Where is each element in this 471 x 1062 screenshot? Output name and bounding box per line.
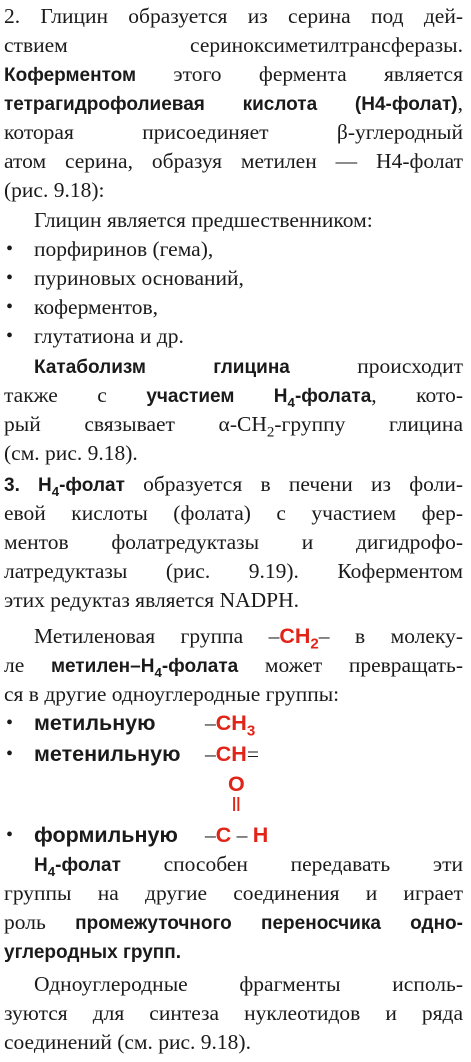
- methylene-line-1-tail: в молеку-: [329, 624, 463, 648]
- catabolism-line-2-tail: , кото-: [371, 383, 463, 407]
- methylene-line-1-text: Метиленовая группа –: [34, 624, 280, 648]
- formyl-label: формильную: [34, 823, 178, 847]
- catabolism-term: Катаболизм глицина: [34, 357, 290, 378]
- coenzyme-term: Коферментом: [4, 65, 137, 86]
- usage-line-2: [4, 999, 463, 1028]
- dash: –: [205, 711, 216, 735]
- transfer-line-2: [4, 879, 463, 908]
- p3-line-1-text: образуется в печени из фоли-: [124, 472, 463, 496]
- methylene-h4-folate-term: [50, 656, 239, 680]
- term-part: -фолат: [59, 475, 125, 496]
- ch2-formula: [279, 624, 319, 651]
- methyl-label: метильную: [34, 711, 156, 735]
- p2-line-4-text: ,: [457, 91, 463, 115]
- thf-term: тетрагидрофолиевая кислота (Н4-фолат): [4, 94, 458, 115]
- catabolism-line-3-text: рый связывает α-СН: [4, 412, 267, 436]
- list-item: глутатиона и др.: [34, 324, 184, 348]
- dash: –: [318, 624, 330, 648]
- subscript: 2: [266, 424, 275, 439]
- p3-line-4: [4, 557, 463, 586]
- h4-folate-term: [4, 475, 125, 499]
- intermediate-carrier-term: промежуточного переносчика одно-: [75, 913, 463, 934]
- catabolism-line-1-text: происходит: [289, 354, 463, 378]
- one-carbon-groups-term: углеродных групп.: [4, 942, 182, 963]
- bullet-formyl: •: [6, 824, 14, 846]
- p2-line-1: [4, 2, 463, 31]
- catabolism-line-3: [4, 410, 463, 439]
- subscript: 3: [246, 722, 256, 740]
- double-bond-vertical: ||: [232, 795, 241, 812]
- term-part: метилен–Н: [50, 656, 155, 677]
- list-item: порфиринов (гема),: [34, 237, 214, 261]
- methylene-line-1: [34, 622, 463, 651]
- list-item: пуриновых оснований,: [34, 266, 244, 290]
- catabolism-line-1: [34, 352, 463, 381]
- formula-part: СН: [215, 742, 247, 766]
- bullet-2: •: [6, 267, 14, 289]
- methylene-line-3-text: ся в другие одноуглеродные группы:: [4, 682, 340, 706]
- p2-line-5: [4, 118, 463, 147]
- usage-line-3: [4, 1028, 463, 1057]
- dash: –: [205, 742, 216, 766]
- bullet-1: •: [6, 238, 14, 260]
- methenyl-formula: [205, 740, 259, 769]
- transfer-line-3-text: роль: [4, 910, 76, 934]
- term-part: Н: [34, 855, 48, 876]
- usage-line-1: [34, 970, 463, 999]
- subscript: 4: [287, 394, 295, 410]
- methyl-formula: [205, 709, 255, 738]
- term-part: -фолата: [161, 656, 239, 677]
- catabolism-line-2-text: также с: [4, 383, 147, 407]
- catabolism-line-2: [4, 381, 463, 410]
- p3-line-2-text: евой кислоты (фолата) с участием фер-: [4, 501, 463, 525]
- list-item: коферментов,: [34, 295, 159, 319]
- bullet-3: •: [6, 296, 14, 318]
- term-part: -фолат: [55, 855, 121, 876]
- p2-line-1-text: 2. Глицин образуется из серина под дей-: [4, 4, 463, 28]
- catabolism-line-4-text: (см. рис. 9.18).: [4, 441, 138, 465]
- transfer-line-4: [4, 937, 463, 966]
- bullet-methenyl: •: [6, 743, 14, 765]
- h4-folate-participation-term: [146, 386, 372, 410]
- methylene-line-3: [4, 680, 463, 709]
- usage-line-1-text: Одноуглеродные фрагменты исполь-: [34, 972, 463, 996]
- subscript: 2: [310, 635, 319, 651]
- term-part: -фолата: [294, 386, 372, 407]
- p3-line-4-text: латредуктазы (рис. 9.19). Коферментом: [4, 559, 463, 583]
- single-bond: –: [231, 823, 253, 847]
- formula-part: СН: [215, 711, 247, 735]
- p2-line-2-text: ствием сериноксиметилтрансферазы.: [4, 33, 463, 57]
- p2-line-3: [4, 60, 463, 89]
- term-part: участием Н: [146, 386, 288, 407]
- p3-line-3-text: ментов фолатредуктазы и дигидрофо-: [4, 530, 463, 554]
- methylene-line-2: [4, 651, 463, 680]
- transfer-line-3: [4, 908, 463, 937]
- p3-line-5-text: этих редуктаз является NADPH.: [4, 588, 300, 612]
- usage-line-2-text: зуются для синтеза нуклеотидов и ряда: [4, 1001, 463, 1025]
- p2-line-5-text: которая присоединяет β-углеродный: [4, 120, 463, 144]
- p2-line-3-text: этого фермента является: [136, 62, 463, 86]
- p3-line-3: [4, 528, 463, 557]
- p2-line-4: [4, 89, 463, 118]
- h4-folate-term: [34, 855, 121, 879]
- hydrogen-atom: Н: [252, 823, 269, 847]
- transfer-line-1: [34, 850, 463, 879]
- subscript: 4: [154, 664, 162, 680]
- term-part: 3. Н: [4, 475, 52, 496]
- p2-line-7: [4, 176, 463, 205]
- p2-line-6: [4, 147, 463, 176]
- p3-line-2: [4, 499, 463, 528]
- precursor-intro-text: Глицин является предшественником:: [34, 208, 373, 232]
- methenyl-label: метенильную: [34, 742, 181, 766]
- carbon-atom: С: [215, 823, 232, 847]
- p2-line-7-text: (рис. 9.18):: [4, 178, 105, 202]
- double-bond: =: [246, 742, 259, 766]
- oxygen-atom: О: [228, 772, 245, 796]
- subscript: 4: [51, 483, 60, 499]
- formula-part: СН: [279, 624, 311, 648]
- formyl-formula: [205, 821, 268, 850]
- bullet-4: •: [6, 325, 14, 347]
- transfer-line-2-text: группы на другие соединения и играет: [4, 881, 463, 905]
- transfer-line-1-text: способен передавать эти: [120, 852, 463, 876]
- p2-line-2: [4, 31, 463, 60]
- p2-line-6-text: атом серина, образуя метилен — Н4-фолат: [4, 149, 463, 173]
- precursor-intro: [34, 206, 463, 235]
- catabolism-line-4: [4, 439, 463, 468]
- usage-line-3-text: соединений (см. рис. 9.18).: [4, 1030, 251, 1054]
- methylene-line-2-text: ле: [4, 653, 51, 677]
- methylene-line-2-tail: может превращать-: [238, 653, 463, 677]
- p3-line-1: [4, 470, 463, 499]
- subscript: 4: [47, 863, 56, 879]
- catabolism-line-3-tail: -группу глицина: [274, 412, 463, 436]
- dash: –: [205, 823, 216, 847]
- bullet-methyl: •: [6, 712, 14, 734]
- p3-line-5: [4, 586, 463, 615]
